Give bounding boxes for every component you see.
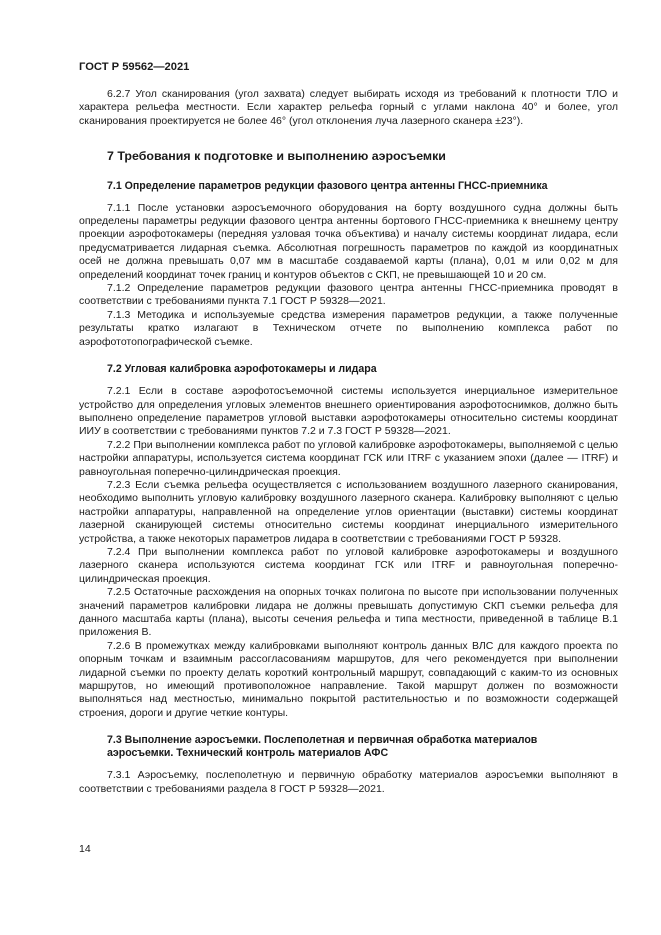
paragraph-7-2-2: 7.2.2 При выполнении комплекса работ по угловой калибровке аэрофотокамеры, выполняемой с целью настройки аппаратуры, используется система координат ГСК или ITRF с указанием эпохи (далее — ITRF) и равноугольная поперечно-цилиндрическая проекция. [79, 438, 618, 478]
paragraph-7-1-3: 7.1.3 Методика и используемые средства измерения параметров редукции, а также полученные результаты кратко излагают в Техническом отчете по выполнению комплекса работ по аэрофототопографической съемке. [79, 308, 618, 348]
paragraph-7-2-1: 7.2.1 Если в составе аэрофотосъемочной системы используется инерциальное измерительное устройство для определения угловых элементов внешнего ориентирования аэрофотоснимков, должно быть выполнено определение параметров угловой выставки аэрофотокамеры относительно системы координат ИИУ в соответствии с требованиями пунктов 7.2 и 7.3 ГОСТ Р 59328—2021. [79, 385, 618, 438]
paragraph-7-1-2: 7.1.2 Определение параметров редукции фазового центра антенны ГНСС-приемника проводят в соответствии с требованиями пункта 7.1 ГОСТ Р 59328—2021. [79, 282, 618, 308]
paragraph-7-2-3: 7.2.3 Если съемка рельефа осуществляется с использованием воздушного лазерного сканирования, необходимо выполнить угловую калибровку воздушного лазерного сканера. Калибровку выполняют с целью настройки аппаратуры, направленной на определение углов ориентации (выставки) системы координат лазерной сканирующей системы относительно системы координат инерциального измерительного устройства, а также некоторых параметров лидара в соответствии с требованиями ГОСТ Р 59328. [79, 478, 618, 545]
paragraph-6-2-7: 6.2.7 Угол сканирования (угол захвата) следует выбирать исходя из требований к плотности ТЛО и характера рельефа местности. Если характер рельефа горный с углами наклона 40° и более, угол сканирования проектируется не более 46° (угол отклонения луча лазерного сканера ±23°). [79, 88, 618, 127]
paragraph-7-2-4: 7.2.4 При выполнении комплекса работ по угловой калибровке аэрофотокамеры и воздушного лазерного сканера используются система координат ГСК или ITRF и равноугольная поперечно-цилиндрическая проекция. [79, 545, 618, 585]
paragraph-7-2-6: 7.2.6 В промежутках между калибровками выполняют контроль данных ВЛС для каждого проекта по опорным точкам и взаимным рассогласованиям маршрутов, для чего рекомендуется при выполнении лидарной съемки по проекту делать короткий контрольный маршрут, совпадающий с каким-то из основных маршрутов, но имеющий противоположное направление. Такой маршрут должен по возможности выполняться над местностью, минимально покрытой растительностью и по возможности содержащей строения, дороги и другие четкие контуры. [79, 639, 618, 719]
document-header: ГОСТ Р 59562—2021 [79, 61, 190, 73]
paragraph-7-3-1: 7.3.1 Аэросъемку, послеполетную и первичную обработку материалов аэросъемки выполняют в соответствии с требованиями раздела 8 ГОСТ Р 59328—2021. [79, 769, 618, 795]
section-7-1-title: 7.1 Определение параметров редукции фазового центра антенны ГНСС-приемника [107, 179, 548, 192]
section-7-3-title-line2: аэросъемки. Технический контроль материалов АФС [107, 747, 389, 760]
page-number: 14 [79, 843, 91, 855]
section-7-3-title [107, 734, 618, 760]
document-body [79, 88, 618, 796]
section-7-3-title-line1: 7.3 Выполнение аэросъемки. Послеполетная и первичная обработка материалов [107, 734, 538, 747]
paragraph-7-1-1: 7.1.1 После установки аэросъемочного оборудования на борту воздушного судна должны быть определены параметры редукции фазового центра антенны бортового ГНСС-приемника к внешнему центру проекции аэрофотокамеры (передняя узловая точка объектива) и началу системы координат лидара, если предусматривается лидарная съемка. Абсолютная погрешность параметров по каждой из координатных осей не должна превышать 0,07 мм в масштабе создаваемой карты (плана), 0,01 м или 0,02 м для определений координат точек границ и контуров объектов с СКП, не превышающей 10 и 20 см. [79, 201, 618, 281]
section-7-title: 7 Требования к подготовке и выполнению аэросъемки [107, 149, 446, 164]
paragraph-7-2-5: 7.2.5 Остаточные расхождения на опорных точках полигона по высоте при использовании полученных значений параметров калибровки лидара не должны превышать допустимую СКП съемки рельефа для данного масштаба карты (плана), высоты сечения рельефа и типа местности, приведенной в таблице В.1 приложения В. [79, 586, 618, 639]
section-7-2-title: 7.2 Угловая калибровка аэрофотокамеры и лидара [107, 363, 377, 376]
